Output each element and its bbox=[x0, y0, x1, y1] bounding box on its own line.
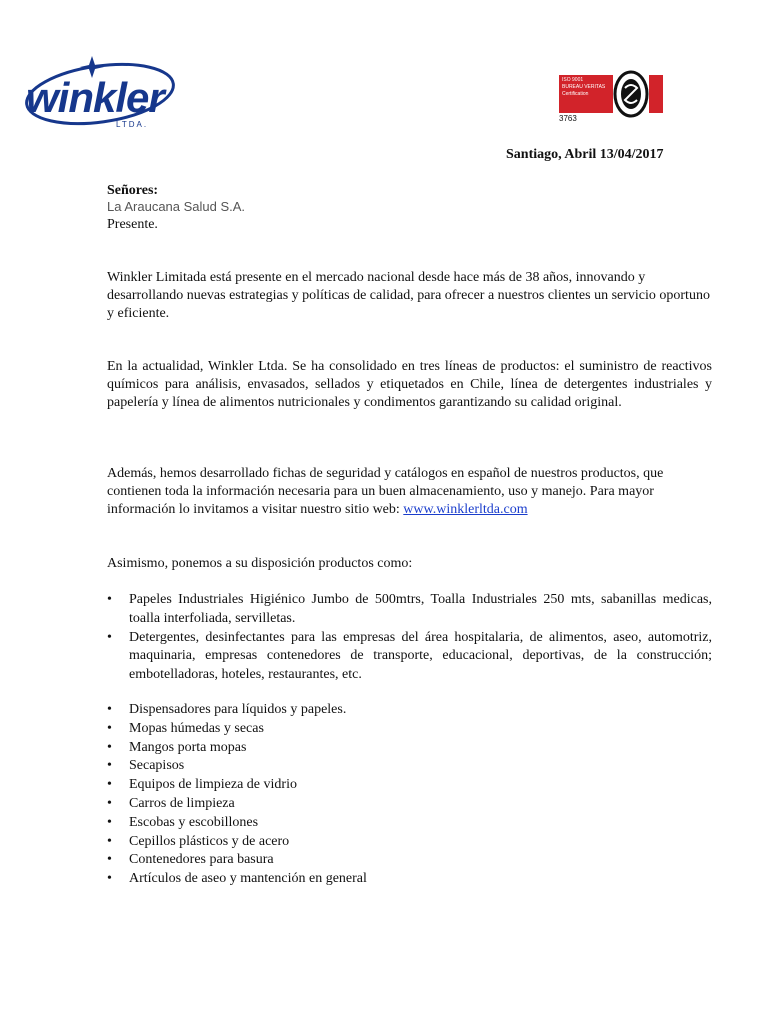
list-item: • Papeles Industriales Higiénico Jumbo de 500mtrs, Toalla Industriales 250 mts, sabanillas medicas, toalla interfoliada, servilletas. bbox=[107, 591, 712, 629]
cert-line: BUREAU VERITAS bbox=[562, 84, 606, 90]
certification-badge bbox=[557, 68, 667, 126]
list-item: • Dispensadores para líquidos y papeles. bbox=[107, 701, 712, 720]
cert-line: ISO 9001 bbox=[562, 77, 584, 83]
list-item: • Contenedores para basura bbox=[107, 851, 712, 870]
website-paragraph-text: Además, hemos desarrollado fichas de seguridad y catálogos en español de nuestros productos, que contienen toda la información necesaria para un buen almacenamiento, uso y manejo. Para mayor información lo invitamos a visitar nuestro sitio web: bbox=[107, 466, 664, 517]
list-item: • Equipos de limpieza de vidrio bbox=[107, 776, 712, 795]
offer-paragraph: Asimismo, ponemos a su disposición productos como: bbox=[107, 556, 413, 571]
recipient-name: La Araucana Salud S.A. bbox=[107, 199, 246, 214]
list-item: • Carros de limpieza bbox=[107, 795, 712, 814]
list-item: • Escobas y escobillones bbox=[107, 814, 712, 833]
cert-line: Certification bbox=[562, 91, 589, 97]
logo-wordmark: winkler bbox=[26, 74, 164, 121]
list-item: • Mangos porta mopas bbox=[107, 739, 712, 758]
list-item: • Artículos de aseo y mantención en general bbox=[107, 870, 712, 889]
presente-line: Presente. bbox=[107, 217, 158, 232]
product-items-list bbox=[107, 701, 712, 889]
intro-paragraph: Winkler Limitada está presente en el mercado nacional desde hace más de 38 años, innovando y desarrollando nuevas estrategias y políticas de calidad, para ofrecer a nuestros clientes un servicio oportuno y eficiente. bbox=[107, 270, 710, 321]
bureau-veritas-seal-icon bbox=[613, 68, 663, 126]
website-link[interactable]: www.winklerltda.com bbox=[403, 502, 528, 517]
iso-certification-label bbox=[559, 75, 613, 113]
product-lines-paragraph: En la actualidad, Winkler Ltda. Se ha consolidado en tres líneas de productos: el suministro de reactivos químicos para análisis, envasados, sellados y etiquetados en Chile, línea de detergentes industriales y papelería y línea de alimentos nutricionales y condimentos garantizando su calidad original. bbox=[107, 359, 712, 410]
list-item: • Mopas húmedas y secas bbox=[107, 720, 712, 739]
logo-subtitle: LTDA. bbox=[116, 120, 149, 129]
list-item: • Secapisos bbox=[107, 757, 712, 776]
greeting: Señores: bbox=[107, 183, 159, 198]
product-categories-list bbox=[107, 591, 712, 685]
cert-number: 3763 bbox=[559, 114, 577, 123]
list-item: • Detergentes, desinfectantes para las empresas del área hospitalaria, de alimentos, aseo, automotriz, maquinaria, empresas contenedores de transporte, educacional, deportivas, de la construcción; embotelladoras, hoteles, restaurantes, etc. bbox=[107, 629, 712, 685]
website-paragraph bbox=[107, 465, 712, 519]
letter-date: Santiago, Abril 13/04/2017 bbox=[506, 147, 664, 162]
list-item: • Cepillos plásticos y de acero bbox=[107, 833, 712, 852]
company-logo bbox=[20, 50, 180, 132]
